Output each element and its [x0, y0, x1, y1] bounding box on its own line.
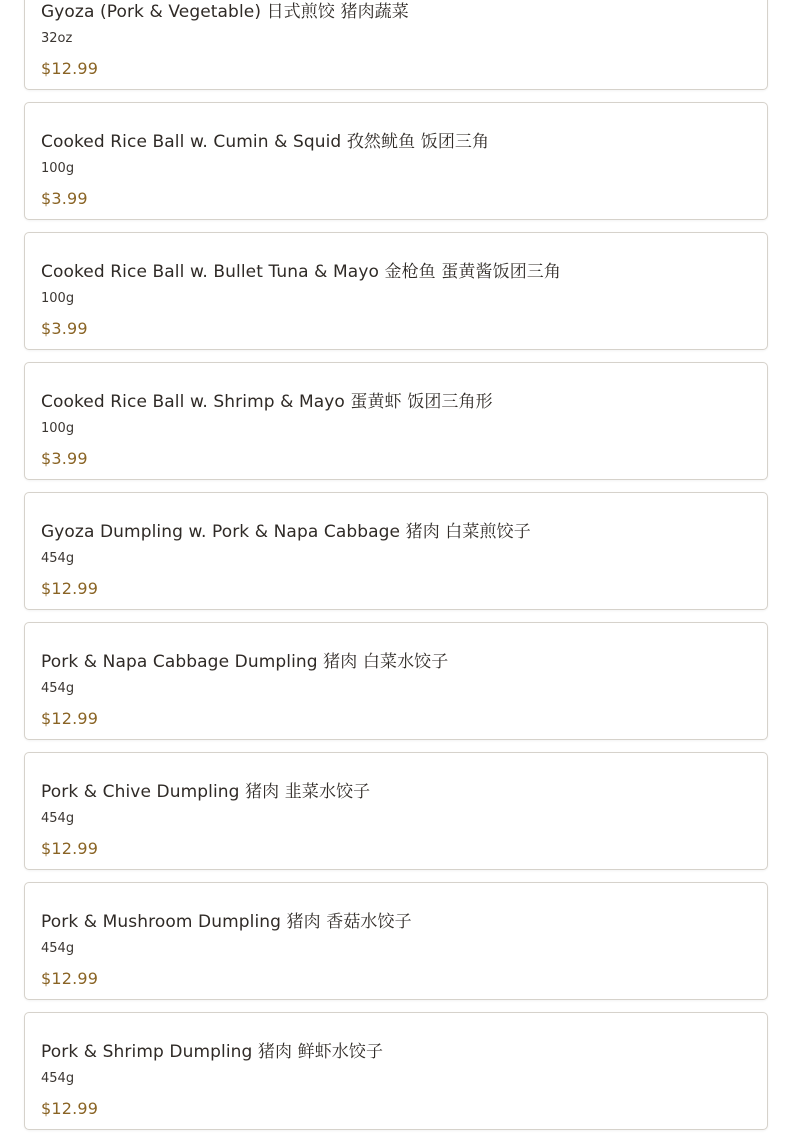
item-name: Gyoza Dumpling w. Pork & Napa Cabbage 猪肉 白菜煎饺子	[41, 522, 531, 542]
item-price: $12.99	[41, 969, 99, 988]
item-size: 32oz	[41, 31, 73, 46]
item-size: 454g	[41, 681, 75, 696]
item-size: 454g	[41, 811, 75, 826]
item-price: $3.99	[41, 319, 88, 338]
item-price: $12.99	[41, 1099, 99, 1118]
item-name: Pork & Shrimp Dumpling 猪肉 鲜虾水饺子	[41, 1042, 384, 1062]
menu-item-card[interactable]	[24, 362, 768, 480]
item-size: 100g	[41, 421, 75, 436]
menu-item-card[interactable]	[24, 1012, 768, 1130]
item-price: $3.99	[41, 449, 88, 468]
item-name: Pork & Napa Cabbage Dumpling 猪肉 白菜水饺子	[41, 652, 449, 672]
item-name: Cooked Rice Ball w. Shrimp & Mayo 蛋黄虾 饭团三角形	[41, 392, 493, 412]
item-name: Gyoza (Pork & Vegetable) 日式煎饺 猪肉蔬菜	[41, 2, 409, 22]
item-price: $12.99	[41, 59, 99, 78]
menu-item-card[interactable]	[24, 102, 768, 220]
item-name: Pork & Mushroom Dumpling 猪肉 香菇水饺子	[41, 912, 412, 932]
item-size: 454g	[41, 941, 75, 956]
menu-item-card[interactable]	[24, 622, 768, 740]
item-name: Pork & Chive Dumpling 猪肉 韭菜水饺子	[41, 782, 371, 802]
menu-item-card[interactable]	[24, 492, 768, 610]
item-size: 100g	[41, 161, 75, 176]
menu-item-card[interactable]	[24, 882, 768, 1000]
item-name: Cooked Rice Ball w. Cumin & Squid 孜然鱿鱼 饭团三角	[41, 132, 490, 152]
item-price: $12.99	[41, 579, 99, 598]
menu-list	[24, 0, 768, 1142]
item-price: $3.99	[41, 189, 88, 208]
menu-item-card[interactable]	[24, 232, 768, 350]
item-name: Cooked Rice Ball w. Bullet Tuna & Mayo 金枪鱼 蛋黄酱饭团三角	[41, 262, 561, 282]
item-price: $12.99	[41, 709, 99, 728]
item-size: 100g	[41, 291, 75, 306]
menu-item-card[interactable]	[24, 0, 768, 90]
item-price: $12.99	[41, 839, 99, 858]
menu-item-card[interactable]	[24, 752, 768, 870]
item-size: 454g	[41, 1071, 75, 1086]
item-size: 454g	[41, 551, 75, 566]
